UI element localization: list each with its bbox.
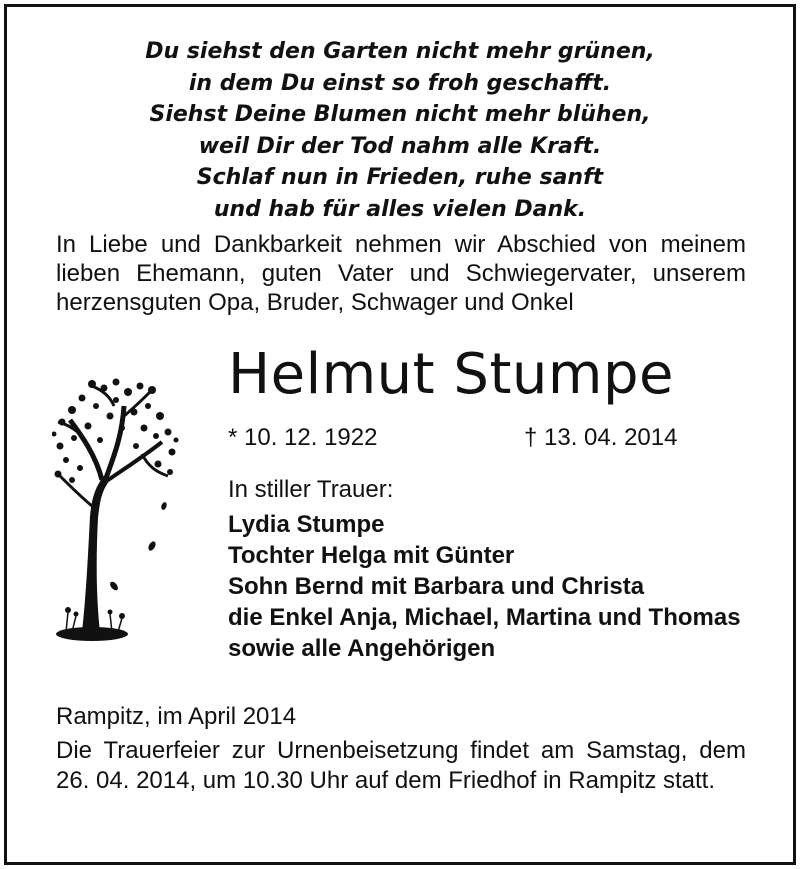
poem-line: Siehst Deine Blumen nicht mehr blühen,	[149, 102, 651, 127]
ceremony-text: Die Trauerfeier zur Urnenbeisetzung findet am Samstag, dem 26. 04. 2014, um 10.30 Uhr auf dem Friedhof in Rampitz statt.	[56, 737, 746, 794]
poem-line: in dem Du einst so froh geschafft.	[188, 70, 612, 96]
poem-line: und hab für alles vielen Dank.	[213, 196, 587, 222]
intro-text: In Liebe und Dankbarkeit nehmen wir Abschied von meinem lieben Ehemann, guten Vater und Schwiegervater, unserem herzensguten Opa, Bruder, Schwager und Onkel	[56, 231, 746, 316]
mourner-item: die Enkel Anja, Michael, Martina und Thomas	[228, 604, 741, 631]
tree-silhouette-icon	[52, 376, 182, 646]
mourner-item: Lydia Stumpe	[228, 511, 385, 538]
poem-line: Du siehst den Garten nicht mehr grünen,	[145, 39, 655, 64]
mourner-item: Tochter Helga mit Günter	[228, 542, 515, 569]
mourning-label: In stiller Trauer:	[228, 476, 394, 503]
death-date: † 13. 04. 2014	[524, 424, 678, 451]
place-date: Rampitz, im April 2014	[56, 703, 297, 730]
birth-date: * 10. 12. 1922	[228, 424, 378, 451]
mourner-item: Sohn Bernd mit Barbara und Christa	[228, 573, 645, 600]
poem-line: weil Dir der Tod nahm alle Kraft.	[198, 133, 602, 159]
mourner-item: sowie alle Angehörigen	[228, 635, 496, 662]
mourners-list	[228, 509, 748, 664]
deceased-name: Helmut Stumpe	[228, 342, 674, 407]
poem-line: Schlaf nun in Frieden, ruhe sanft	[196, 165, 604, 190]
poem	[0, 36, 800, 225]
